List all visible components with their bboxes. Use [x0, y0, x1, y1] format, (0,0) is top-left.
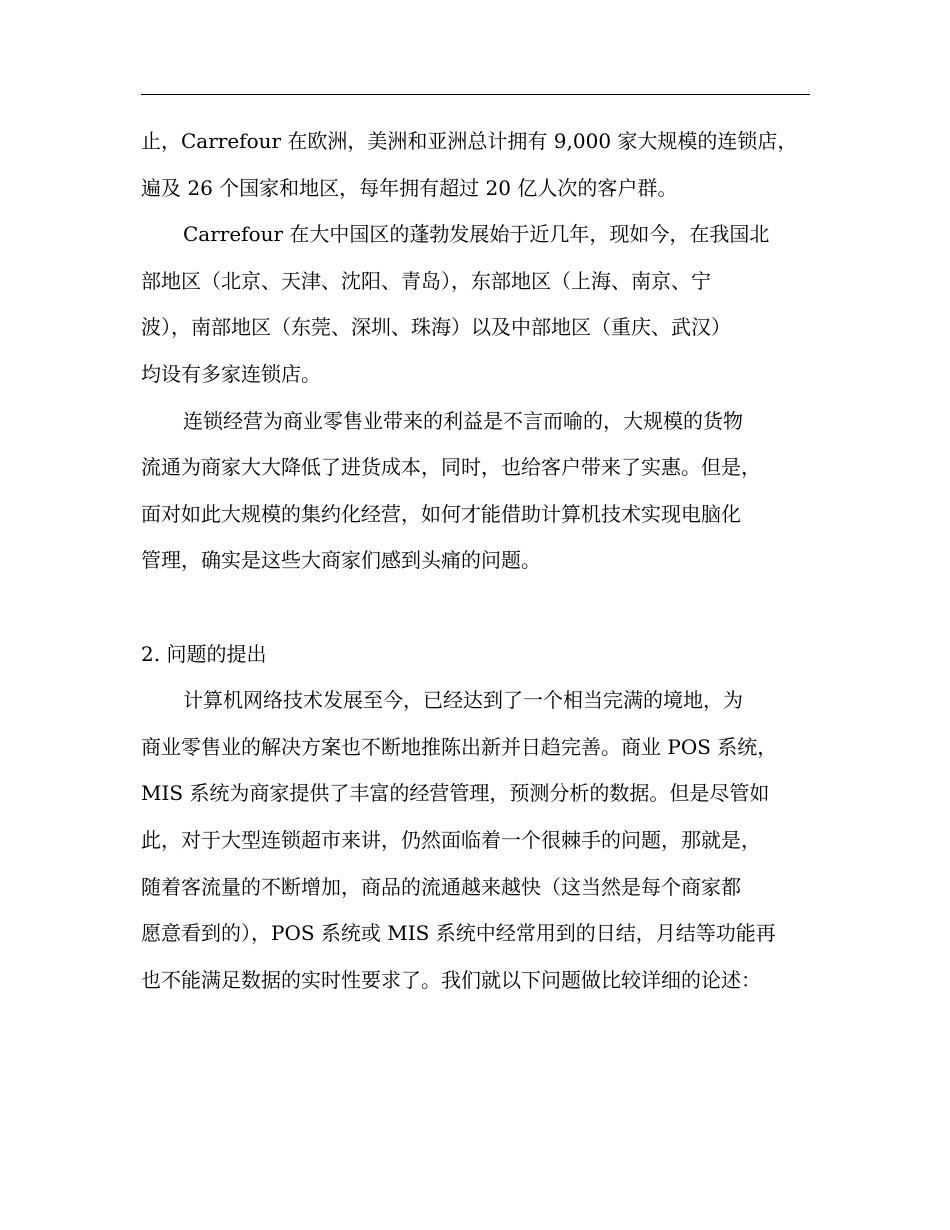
section-spacer [141, 584, 821, 631]
text-line: 流通为商家大大降低了进货成本，同时，也给客户带来了实惠。但是， [141, 455, 761, 480]
text-line: Carrefour 在大中国区的蓬勃发展始于近几年，现如今，在我国北 [183, 222, 770, 247]
text-line: 遍及 26 个国家和地区，每年拥有超过 20 亿人次的客户群。 [141, 175, 678, 200]
paragraph-chain-operation [141, 398, 821, 584]
text-line: MIS 系统为商家提供了丰富的经营管理，预测分析的数据。但是尽管如 [141, 781, 770, 806]
document-body [141, 118, 821, 1003]
text-line: 愿意看到的），POS 系统或 MIS 系统中经常用到的日结，月结等功能再 [141, 921, 776, 946]
text-line: 此，对于大型连锁超市来讲，仍然面临着一个很棘手的问题，那就是， [141, 827, 761, 852]
text-line: 商业零售业的解决方案也不断地推陈出新并日趋完善。商业 POS 系统， [141, 734, 778, 759]
text-line: 计算机网络技术发展至今，已经达到了一个相当完满的境地，为 [183, 688, 743, 713]
paragraph-carrefour-china [141, 211, 821, 397]
intro-paragraph [141, 118, 821, 211]
text-line: 管理，确实是这些大商家们感到头痛的问题。 [141, 548, 541, 573]
paragraph-problem [141, 677, 821, 1003]
header-rule [141, 94, 810, 95]
text-line: 随着客流量的不断增加，商品的流通越来越快（这当然是每个商家都 [141, 874, 741, 899]
section-heading: 2. 问题的提出 [141, 641, 267, 666]
text-line: 也不能满足数据的实时性要求了。我们就以下问题做比较详细的论述： [141, 967, 761, 992]
text-line: 部地区（北京、天津、沈阳、青岛），东部地区（上海、南京、宁 [141, 268, 711, 293]
text-line: 面对如此大规模的集约化经营，如何才能借助计算机技术实现电脑化 [141, 501, 741, 526]
text-line: 止，Carrefour 在欧洲，美洲和亚洲总计拥有 9,000 家大规模的连锁店， [141, 129, 798, 153]
text-line: 均设有多家连锁店。 [141, 361, 321, 386]
text-line: 波），南部地区（东莞、深圳、珠海）以及中部地区（重庆、武汉） [141, 315, 731, 340]
text-line: 连锁经营为商业零售业带来的利益是不言而喻的，大规模的货物 [183, 408, 743, 433]
